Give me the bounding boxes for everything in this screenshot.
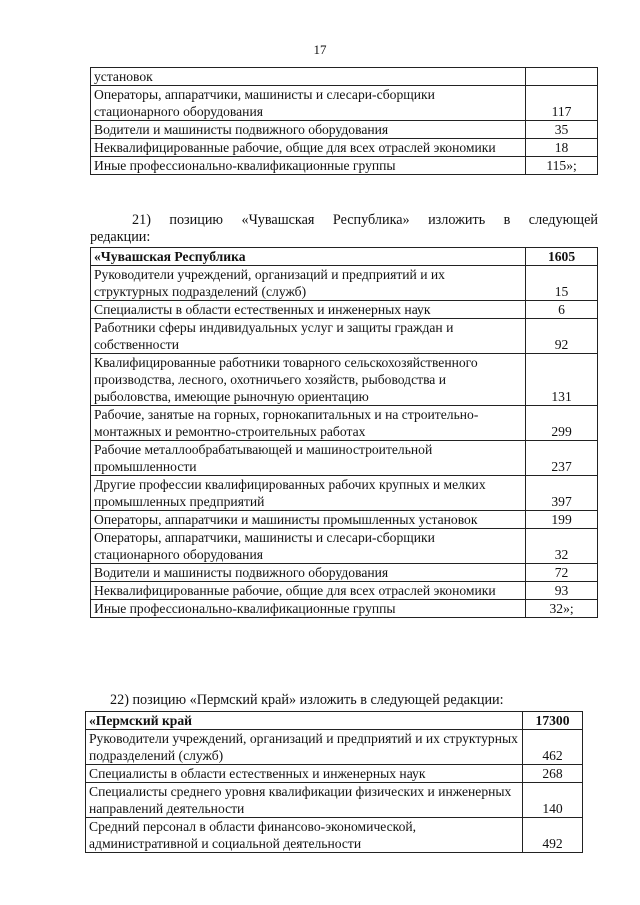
region-total: 1605 bbox=[526, 248, 598, 266]
row-label: Квалифицированные работники товарного сельскохозяйственного производства, лесного, охотничьего хозяйств, рыбоводства и рыболовства, имеющие рыночную ориентацию bbox=[91, 354, 526, 406]
region-total: 17300 bbox=[523, 712, 583, 730]
row-label: Специалисты в области естественных и инженерных наук bbox=[86, 765, 523, 783]
table-row bbox=[91, 582, 598, 600]
table-row bbox=[91, 68, 598, 86]
table-row bbox=[91, 301, 598, 319]
row-value: 18 bbox=[526, 139, 598, 157]
row-value: 15 bbox=[526, 266, 598, 301]
row-value: 397 bbox=[526, 476, 598, 511]
row-label: Операторы, аппаратчики, машинисты и слесари-сборщики стационарного оборудования bbox=[91, 529, 526, 564]
row-value: 32 bbox=[526, 529, 598, 564]
paragraph-21 bbox=[90, 212, 598, 246]
row-label: Водители и машинисты подвижного оборудования bbox=[91, 564, 526, 582]
row-label: Неквалифицированные рабочие, общие для всех отраслей экономики bbox=[91, 582, 526, 600]
row-value: 131 bbox=[526, 354, 598, 406]
table-row bbox=[86, 783, 583, 818]
table-row bbox=[91, 121, 598, 139]
row-label: Неквалифицированные рабочие, общие для всех отраслей экономики bbox=[91, 139, 526, 157]
row-value: 140 bbox=[523, 783, 583, 818]
row-label: Иные профессионально-квалификационные группы bbox=[91, 157, 526, 175]
table-row bbox=[91, 266, 598, 301]
table-row bbox=[91, 319, 598, 354]
row-value: 492 bbox=[523, 818, 583, 853]
table-row bbox=[91, 564, 598, 582]
table-row bbox=[91, 139, 598, 157]
table-row bbox=[91, 406, 598, 441]
table-row bbox=[91, 529, 598, 564]
table-header-row bbox=[91, 248, 598, 266]
paragraph-21-line1: 21) позицию «Чувашская Республика» изложить в следующей bbox=[132, 212, 598, 228]
row-label: Работники сферы индивидуальных услуг и защиты граждан и собственности bbox=[91, 319, 526, 354]
row-label: Руководители учреждений, организаций и предприятий и их структурных подразделений (служб) bbox=[91, 266, 526, 301]
row-value: 268 bbox=[523, 765, 583, 783]
table-row bbox=[91, 157, 598, 175]
row-value: 462 bbox=[523, 730, 583, 765]
paragraph-21-line2: редакции: bbox=[90, 229, 151, 245]
row-value: 199 bbox=[526, 511, 598, 529]
region-name: «Чувашская Республика bbox=[91, 248, 526, 266]
table-header-row bbox=[86, 712, 583, 730]
table-row bbox=[91, 476, 598, 511]
table-row bbox=[91, 600, 598, 618]
row-value: 115»; bbox=[526, 157, 598, 175]
row-label: Рабочие металлообрабатывающей и машиностроительной промышленности bbox=[91, 441, 526, 476]
row-value: 32»; bbox=[526, 600, 598, 618]
row-label: Другие профессии квалифицированных рабочих крупных и мелких промышленных предприятий bbox=[91, 476, 526, 511]
table-row bbox=[91, 354, 598, 406]
page-number: 17 bbox=[313, 42, 327, 57]
table-chuvash-republic bbox=[90, 247, 598, 618]
table-row bbox=[86, 818, 583, 853]
row-label: Средний персонал в области финансово-экономической, административной и социальной деятельности bbox=[86, 818, 523, 853]
row-label: Специалисты среднего уровня квалификации физических и инженерных направлений деятельности bbox=[86, 783, 523, 818]
row-label: Водители и машинисты подвижного оборудования bbox=[91, 121, 526, 139]
row-label: Рабочие, занятые на горных, горнокапитальных и на строительно-монтажных и ремонтно-строительных работах bbox=[91, 406, 526, 441]
row-label: Операторы, аппаратчики и машинисты промышленных установок bbox=[91, 511, 526, 529]
table-continuation bbox=[90, 67, 598, 175]
row-label: Руководители учреждений, организаций и предприятий и их структурных подразделений (служб) bbox=[86, 730, 523, 765]
row-label: Операторы, аппаратчики, машинисты и слесари-сборщики стационарного оборудования bbox=[91, 86, 526, 121]
row-label: Иные профессионально-квалификационные группы bbox=[91, 600, 526, 618]
row-value: 237 bbox=[526, 441, 598, 476]
table-row bbox=[91, 86, 598, 121]
row-value bbox=[526, 68, 598, 86]
region-name: «Пермский край bbox=[86, 712, 523, 730]
row-value: 299 bbox=[526, 406, 598, 441]
row-value: 117 bbox=[526, 86, 598, 121]
table-row bbox=[91, 511, 598, 529]
row-value: 72 bbox=[526, 564, 598, 582]
row-label: установок bbox=[91, 68, 526, 86]
row-value: 35 bbox=[526, 121, 598, 139]
row-label: Специалисты в области естественных и инженерных наук bbox=[91, 301, 526, 319]
paragraph-22: 22) позицию «Пермский край» изложить в следующей редакции: bbox=[110, 692, 504, 708]
row-value: 93 bbox=[526, 582, 598, 600]
table-row bbox=[86, 730, 583, 765]
table-perm-krai bbox=[85, 711, 583, 853]
table-row bbox=[91, 441, 598, 476]
row-value: 92 bbox=[526, 319, 598, 354]
table-row bbox=[86, 765, 583, 783]
row-value: 6 bbox=[526, 301, 598, 319]
